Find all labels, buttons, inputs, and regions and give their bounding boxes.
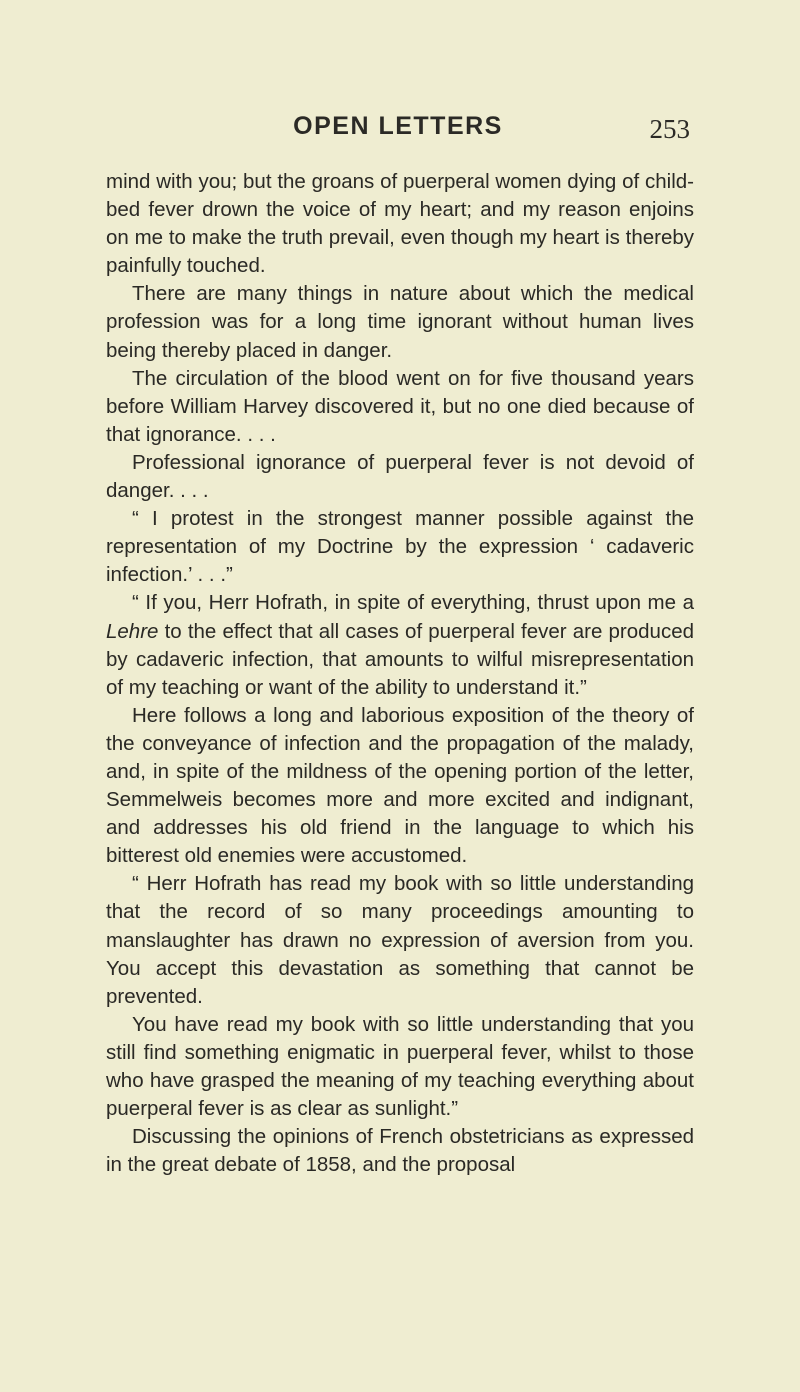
paragraph: Here follows a long and laborious exposition of the theory of the conveyance of infection and the propagation of the malady, and, in spite of the mildness of the opening portion of the letter, Semmelweis becomes more and more excited and indignant, and addresses his old friend in the language to which his bitterest old enemies were accustomed. bbox=[106, 703, 694, 868]
body-text bbox=[106, 168, 694, 1179]
paragraph: The circulation of the blood went on for five thousand years before William Harvey discovered it, but no one died because of that ignorance. . . . bbox=[106, 366, 694, 446]
page-number: 253 bbox=[649, 114, 690, 144]
paragraph: “ Herr Hofrath has read my book with so little understanding that the record of so many proceedings amounting to manslaughter has drawn no expression of aversion from you. You accept this devastation as something that cannot be prevented. bbox=[106, 872, 694, 1008]
page-header bbox=[106, 112, 690, 152]
paragraph bbox=[106, 589, 694, 701]
paragraph: You have read my book with so little understanding that you still find something enigmatic in puerperal fever, whilst to those who have grasped the meaning of my teaching everything about puerperal fever is as clear as sunlight.” bbox=[106, 1012, 694, 1121]
paragraph: Professional ignorance of puerperal fever is not devoid of danger. . . . bbox=[106, 450, 694, 503]
paragraph-text: “ If you, Herr Hofrath, in spite of everything, thrust upon me a bbox=[132, 591, 694, 615]
italic-term: Lehre bbox=[106, 619, 159, 643]
paragraph: “ I protest in the strongest manner possible against the representation of my Doctrine by the expression ‘ cadaveric infection.’ . . .” bbox=[106, 507, 694, 587]
paragraph-text: to the effect that all cases of puerperal fever are produced by cadaveric infection, that amounts to wilful misrepresentation of my teaching or want of the ability to understand it.” bbox=[106, 619, 694, 699]
paragraph: Discussing the opinions of French obstetricians as expressed in the great debate of 1858, and the proposal bbox=[106, 1125, 694, 1177]
running-head: OPEN LETTERS bbox=[293, 112, 503, 140]
paragraph: mind with you; but the groans of puerperal women dying of child-bed fever drown the voice of my heart; and my reason enjoins on me to make the truth prevail, even though my heart is thereby painfully touched. bbox=[106, 170, 694, 278]
paragraph: There are many things in nature about which the medical profession was for a long time ignorant without human lives being thereby placed in danger. bbox=[106, 282, 694, 362]
